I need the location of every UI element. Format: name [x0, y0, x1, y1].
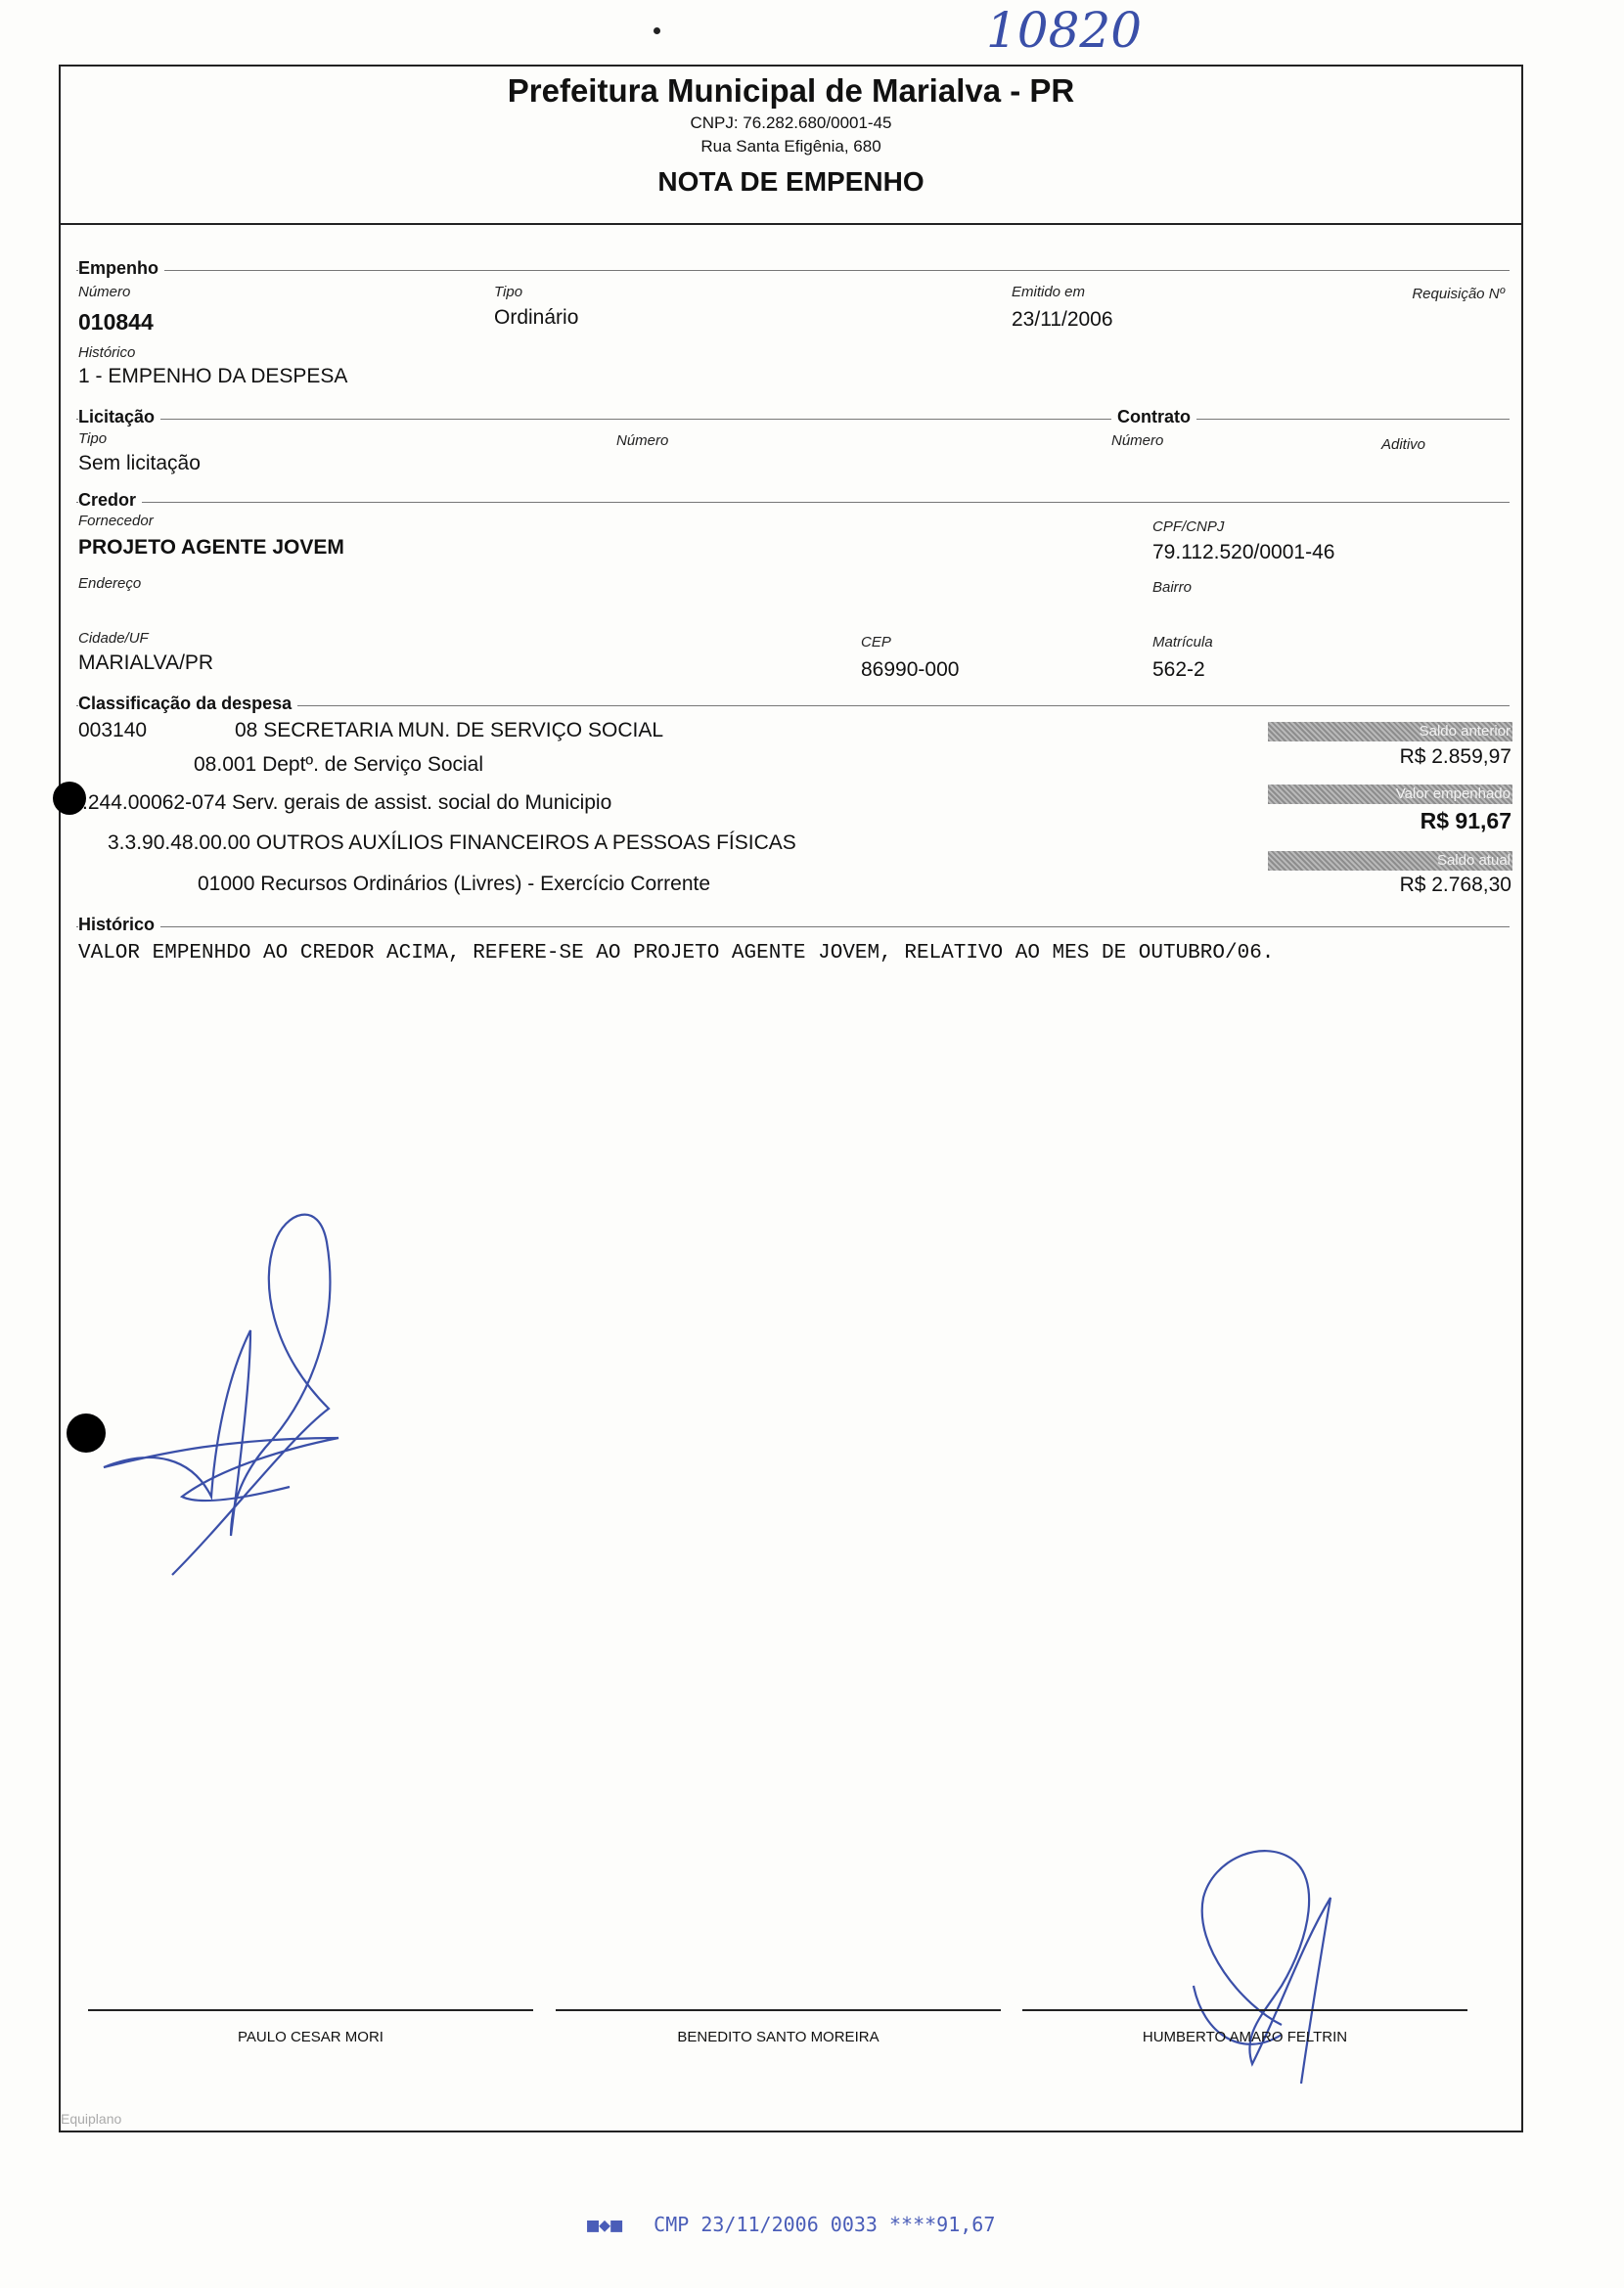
bank-stamp: [587, 2213, 995, 2236]
bairro-label: Bairro: [1152, 579, 1193, 596]
empenho-numero-label: Número: [78, 284, 131, 300]
saldo-anterior-label: Saldo anterior: [1268, 722, 1512, 741]
doc-title: NOTA DE EMPENHO: [657, 166, 925, 197]
saldo-anterior: R$ 2.859,97: [1399, 745, 1511, 768]
classificacao-funcional: .244.00062-074 Serv. gerais de assist. social do Municipio: [82, 791, 612, 814]
saldo-atual-label: Saldo atual: [1268, 851, 1512, 871]
licitacao-tipo: Sem licitação: [78, 452, 201, 474]
licitacao-numero-label: Número: [616, 432, 669, 449]
emitido-date: 23/11/2006: [1012, 308, 1113, 331]
fornecedor: PROJETO AGENTE JOVEM: [78, 536, 344, 559]
section-licitacao: Licitação: [78, 407, 160, 427]
bank-stamp-text: CMP 23/11/2006 0033 ****91,67: [654, 2213, 996, 2236]
requisicao-label: Requisição Nº: [1412, 286, 1505, 302]
saldo-atual: R$ 2.768,30: [1399, 874, 1511, 896]
software-footer: Equiplano: [61, 2111, 122, 2127]
header-title: Prefeitura Municipal de Marialva - PR: [507, 72, 1075, 109]
empenho-tipo-label: Tipo: [494, 284, 523, 300]
empenho-historico-label: Histórico: [78, 344, 136, 361]
empenho-rule: [76, 270, 1510, 271]
classificacao-recurso: 01000 Recursos Ordinários (Livres) - Exercício Corrente: [198, 873, 711, 895]
signature-line-1: [88, 2009, 533, 2011]
handwritten-signature-right: [1135, 1839, 1360, 2113]
classificacao-elemento: 3.3.90.48.00.00 OUTROS AUXÍLIOS FINANCEIROS A PESSOAS FÍSICAS: [108, 831, 796, 854]
signature-name-1: PAULO CESAR MORI: [238, 2029, 383, 2045]
licitacao-rule: [76, 419, 1510, 420]
bank-logo-icon: ■◆■: [587, 2213, 623, 2236]
contrato-aditivo-label: Aditivo: [1381, 436, 1426, 453]
contrato-numero-label: Número: [1111, 432, 1164, 449]
emitido-label: Emitido em: [1012, 284, 1086, 300]
historico-text: VALOR EMPENHDO AO CREDOR ACIMA, REFERE-SE AO PROJETO AGENTE JOVEM, RELATIVO AO MES DE OUTUBRO/06.: [78, 942, 1275, 965]
ink-dot: [654, 27, 660, 34]
cidade-label: Cidade/UF: [78, 630, 149, 647]
header-divider: [59, 223, 1523, 225]
historico-rule: [76, 926, 1510, 927]
section-empenho: Empenho: [78, 258, 164, 279]
fornecedor-label: Fornecedor: [78, 513, 154, 529]
punch-hole-mark: [53, 782, 86, 815]
signature-line-2: [556, 2009, 1001, 2011]
header-cnpj: CNPJ: 76.282.680/0001-45: [690, 113, 892, 132]
signature-line-3: [1022, 2009, 1467, 2011]
header: [59, 72, 1523, 198]
empenho-numero: 010844: [78, 309, 154, 335]
empenho-historico: 1 - EMPENHO DA DESPESA: [78, 365, 348, 387]
valor-empenhado: R$ 91,67: [1420, 808, 1511, 833]
cep: 86990-000: [861, 658, 960, 681]
signature-name-2: BENEDITO SANTO MOREIRA: [677, 2029, 880, 2045]
handwritten-signature-left: [94, 1203, 417, 1614]
cpf-cnpj: 79.112.520/0001-46: [1152, 541, 1335, 563]
signature-name-3: HUMBERTO AMARO FELTRIN: [1142, 2029, 1348, 2045]
classificacao-code: 003140: [78, 719, 148, 741]
section-classificacao: Classificação da despesa: [78, 694, 297, 714]
cpf-label: CPF/CNPJ: [1152, 518, 1225, 535]
classificacao-orgao: 08 SECRETARIA MUN. DE SERVIÇO SOCIAL: [235, 719, 664, 741]
punch-hole-mark-2: [67, 1413, 106, 1453]
handwritten-annotation: 10820: [986, 2, 1143, 59]
section-contrato: Contrato: [1111, 407, 1196, 427]
cidade-uf: MARIALVA/PR: [78, 651, 214, 674]
section-credor: Credor: [78, 490, 142, 511]
matricula: 562-2: [1152, 658, 1205, 681]
valor-empenhado-label: Valor empenhado: [1268, 785, 1512, 804]
matricula-label: Matrícula: [1152, 634, 1213, 651]
licitacao-tipo-label: Tipo: [78, 430, 108, 447]
credor-rule: [76, 502, 1510, 503]
section-historico: Histórico: [78, 915, 160, 935]
empenho-tipo: Ordinário: [494, 306, 579, 329]
header-address: Rua Santa Efigênia, 680: [700, 137, 881, 156]
cep-label: CEP: [861, 634, 891, 651]
classificacao-unidade: 08.001 Deptº. de Serviço Social: [194, 753, 484, 776]
endereco-label: Endereço: [78, 575, 142, 592]
